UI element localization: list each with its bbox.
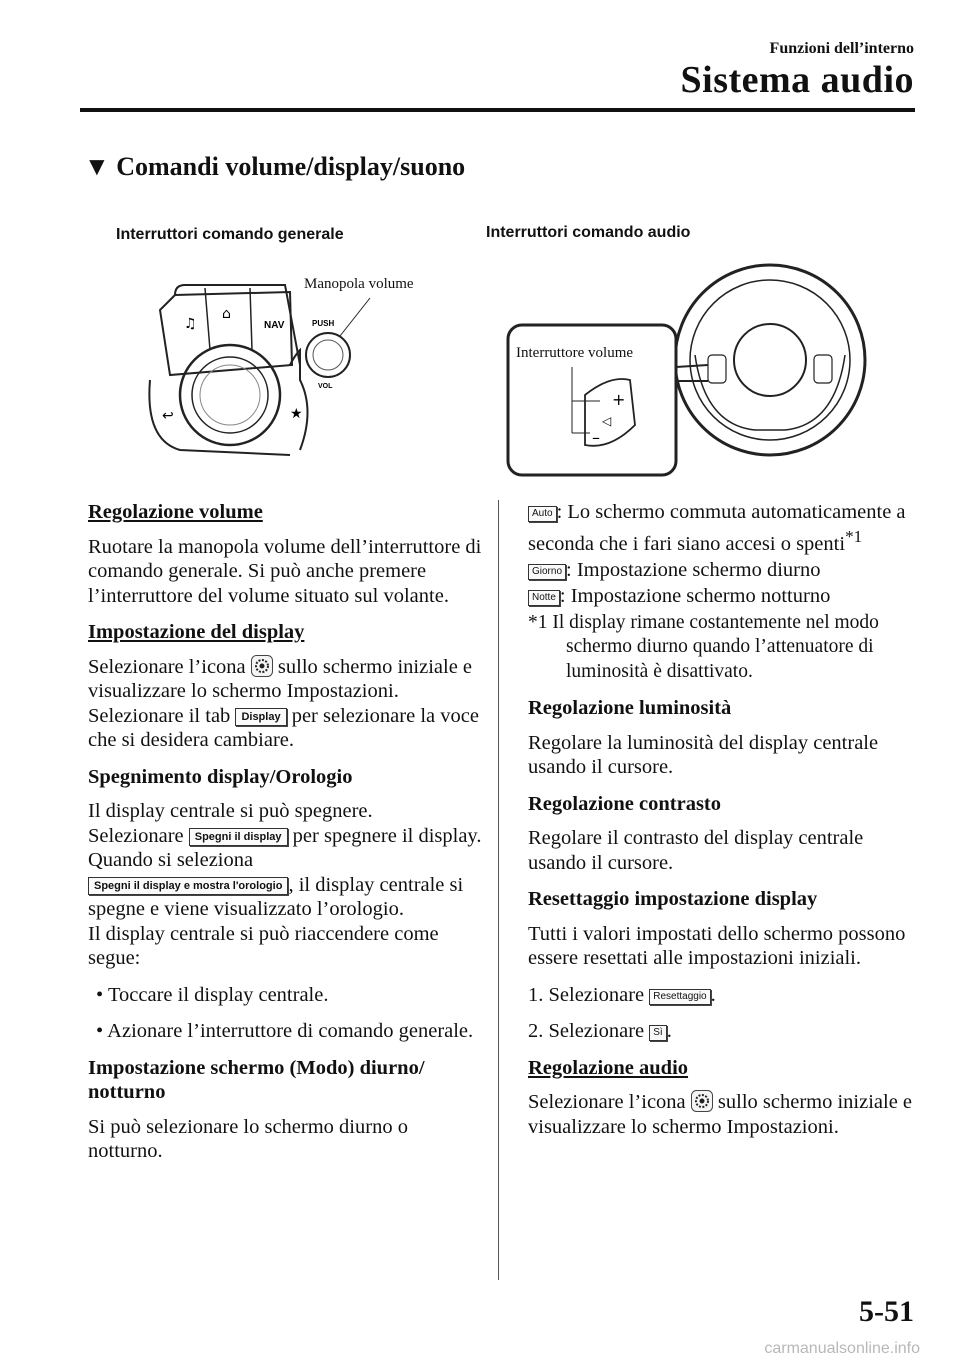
text-display <box>88 655 483 753</box>
svg-text:♫: ♫ <box>184 316 197 332</box>
text-brightness: Regolare la luminosità del display centrale usando il cursore. <box>528 731 879 779</box>
push-label: PUSH <box>312 319 335 328</box>
svg-text:–: – <box>592 428 600 447</box>
text-display-d: per selezionare la voce che si desidera cambiare. <box>88 704 479 751</box>
commander-control-illustration <box>140 270 470 470</box>
text-audio <box>528 1090 923 1139</box>
text-display-b: sullo schermo iniziale e visualizzare lo schermo Impostazioni. <box>88 655 473 702</box>
list-item: • Azionare l’interruttore di comando generale. <box>96 1020 474 1042</box>
bullet-text-1: Toccare il display centrale. <box>107 983 329 1006</box>
vol-label: VOL <box>318 383 333 390</box>
heading-brightness: Regolazione luminosità <box>528 697 732 720</box>
text-off-e: , il display centrale si spegne e viene visualizzato l’orologio. <box>88 873 464 920</box>
auto-button[interactable]: Auto <box>528 506 557 522</box>
svg-text:◁: ◁ <box>602 414 612 428</box>
step-1-text: 1. Selezionare <box>528 983 645 1006</box>
text-off-a: Il display centrale si può spegnere. <box>88 800 373 822</box>
reset-button[interactable]: Resettaggio <box>649 989 710 1005</box>
text-reset: Tutti i valori impostati dello schermo possono essere resettati alle impostazioni iniziali. <box>528 922 906 970</box>
right-column <box>528 500 923 1151</box>
gear-icon <box>691 1090 713 1112</box>
figure-label-right: Interruttori comando audio <box>486 224 691 241</box>
footnote: *1 Il display rimane costantemente nel modo schermo diurno quando l’attenuatore di luminosità è disattivato. <box>528 611 879 682</box>
footnote-ref: *1 <box>845 526 863 546</box>
auto-text: : Lo schermo commuta automaticamente a seconda che i fari siano accesi o spenti <box>528 501 906 555</box>
callout-volume-switch: Interruttore volume <box>516 345 634 361</box>
display-off-clock-button[interactable]: Spegni il display e mostra l'orologio <box>88 877 288 895</box>
heading-audio: Regolazione audio <box>528 1056 689 1079</box>
heading-display: Impostazione del display <box>88 621 305 643</box>
svg-text:↩: ↩ <box>162 408 174 424</box>
header-rule <box>80 108 915 112</box>
heading-contrast: Regolazione contrasto <box>528 792 721 815</box>
display-tab-button[interactable]: Display <box>235 708 286 726</box>
page-number: 5-51 <box>859 1295 914 1328</box>
section-marker-icon: ▼ <box>84 152 110 181</box>
heading-reset: Resettaggio impostazione display <box>528 888 818 911</box>
gear-icon <box>251 655 273 677</box>
text-off-f: Il display centrale si può riaccendere come segue: <box>88 922 439 969</box>
night-text: : Impostazione schermo notturno <box>559 585 831 608</box>
list-item: • Toccare il display centrale. <box>96 983 329 1006</box>
svg-text:★: ★ <box>290 406 303 422</box>
text-display-off <box>88 799 483 971</box>
text-display-c: Selezionare il tab <box>88 704 231 727</box>
option-night <box>528 584 923 609</box>
section-title <box>84 152 465 182</box>
text-audio-b: sullo schermo iniziale e visualizzare lo schermo Impostazioni. <box>528 1091 913 1138</box>
section-title-text: Comandi volume/display/suono <box>116 152 466 181</box>
bullet-text-2: Azionare l’interruttore di comando generale. <box>107 1020 474 1042</box>
text-display-a: Selezionare l’icona <box>88 655 246 678</box>
heading-volume: Regolazione volume <box>88 501 263 523</box>
text-off-b: Selezionare <box>88 824 184 847</box>
text-mode: Si può selezionare lo schermo diurno o notturno. <box>88 1115 408 1162</box>
option-auto <box>528 500 923 556</box>
column-divider <box>498 500 499 1280</box>
step-1: 1. Selezionare Resettaggio . <box>528 983 716 1006</box>
text-off-c: per spegnere il display. <box>292 824 482 847</box>
day-text: : Impostazione schermo diurno <box>566 558 821 581</box>
left-column <box>88 500 483 1176</box>
option-day <box>528 558 923 583</box>
svg-text:+: + <box>612 390 626 409</box>
svg-text:⌂: ⌂ <box>222 306 231 322</box>
display-off-button[interactable]: Spegni il display <box>189 828 288 846</box>
chapter-title: Funzioni dell’interno <box>769 40 914 57</box>
callout-volume-knob: Manopola volume <box>304 276 414 292</box>
step-2-text: 2. Selezionare <box>528 1020 645 1043</box>
watermark: carmanualsonline.info <box>764 1340 920 1357</box>
text-contrast: Regolare il contrasto del display centrale usando il cursore. <box>528 827 864 874</box>
yes-button[interactable]: Sì <box>649 1025 666 1041</box>
day-button[interactable]: Giorno <box>528 564 566 580</box>
page-title: Sistema audio <box>680 59 914 101</box>
nav-label: NAV <box>264 320 285 331</box>
step-2: 2. Selezionare Sì . <box>528 1020 672 1043</box>
text-audio-a: Selezionare l’icona <box>528 1091 686 1114</box>
night-button[interactable]: Notte <box>528 590 560 606</box>
heading-display-off: Spegnimento display/Orologio <box>88 765 353 788</box>
figure-label-left: Interruttori comando generale <box>116 226 344 243</box>
steering-wheel-illustration <box>500 255 900 485</box>
text-volume: Ruotare la manopola volume dell’interruttore di comando generale. Si può anche premere l’interruttore del volume situato sul volante. <box>88 535 482 607</box>
text-off-d: Quando si seleziona <box>88 849 254 871</box>
heading-mode: Impostazione schermo (Modo) diurno/ notturno <box>88 1056 425 1103</box>
